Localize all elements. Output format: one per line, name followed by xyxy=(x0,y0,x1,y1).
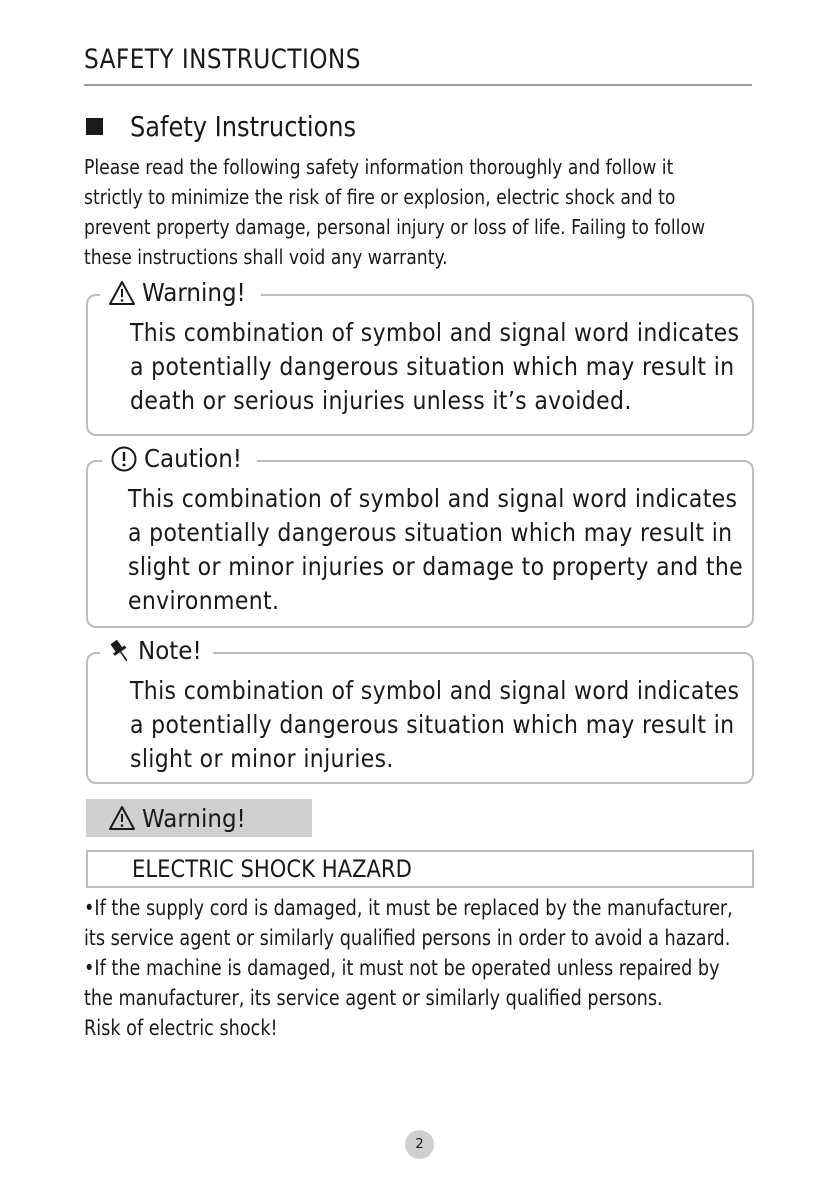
note-notice-box xyxy=(86,636,754,784)
caution-notice-text xyxy=(128,482,743,618)
caution-label-text: Caution! xyxy=(144,444,243,473)
hazard-title: ELECTRIC SHOCK HAZARD xyxy=(132,855,412,883)
warning-notice-label xyxy=(100,276,261,310)
notice-line: a potentially dangerous situation which may result in xyxy=(128,518,733,547)
pushpin-icon xyxy=(108,637,132,665)
page-title: SAFETY INSTRUCTIONS xyxy=(84,44,361,75)
notice-line: This combination of symbol and signal word indicates xyxy=(130,676,740,705)
section-bullet-square xyxy=(86,118,103,135)
page-number: 2 xyxy=(405,1130,434,1159)
notice-line: slight or minor injuries or damage to property and the xyxy=(128,552,744,581)
hazard-text xyxy=(84,893,733,1043)
hazard-line: •If the machine is damaged, it must not be operated unless repaired by xyxy=(84,956,720,980)
warning-label-text: Warning! xyxy=(142,278,246,307)
hazard-line: •If the supply cord is damaged, it must be replaced by the manufacturer, xyxy=(84,896,733,920)
notice-line: death or serious injuries unless it’s avoided. xyxy=(130,386,632,415)
intro-line: Please read the following safety information thoroughly and follow it xyxy=(84,155,674,179)
warning-notice-box xyxy=(86,278,754,436)
notice-line: environment. xyxy=(128,586,280,615)
section-title: Safety Instructions xyxy=(130,110,357,143)
hazard-warning-banner xyxy=(86,799,312,837)
hazard-title-box xyxy=(86,850,754,888)
title-divider xyxy=(84,84,752,86)
notice-line: This combination of symbol and signal word indicates xyxy=(130,318,740,347)
warning-notice-text xyxy=(130,316,739,418)
notice-line: a potentially dangerous situation which may result in xyxy=(130,710,735,739)
note-notice-text xyxy=(130,674,739,776)
hazard-line: Risk of electric shock! xyxy=(84,1016,278,1040)
caution-notice-box xyxy=(86,444,754,628)
hazard-banner-label: Warning! xyxy=(142,803,246,833)
warning-triangle-icon xyxy=(108,280,136,306)
hazard-line: its service agent or similarly qualified persons in order to avoid a hazard. xyxy=(84,926,731,950)
caution-notice-label xyxy=(102,442,257,476)
intro-line: these instructions shall void any warranty. xyxy=(84,245,448,269)
intro-line: prevent property damage, personal injury or loss of life. Failing to follow xyxy=(84,215,706,239)
note-notice-label xyxy=(100,634,213,668)
note-label-text: Note! xyxy=(138,636,202,665)
hazard-line: the manufacturer, its service agent or similarly qualified persons. xyxy=(84,986,663,1010)
notice-line: This combination of symbol and signal word indicates xyxy=(128,484,738,513)
intro-line: strictly to minimize the risk of fire or explosion, electric shock and to xyxy=(84,185,676,209)
warning-triangle-icon xyxy=(108,805,136,831)
notice-line: a potentially dangerous situation which may result in xyxy=(130,352,735,381)
caution-circle-icon xyxy=(110,445,138,473)
notice-line: slight or minor injuries. xyxy=(130,744,394,773)
intro-paragraph xyxy=(84,152,744,272)
